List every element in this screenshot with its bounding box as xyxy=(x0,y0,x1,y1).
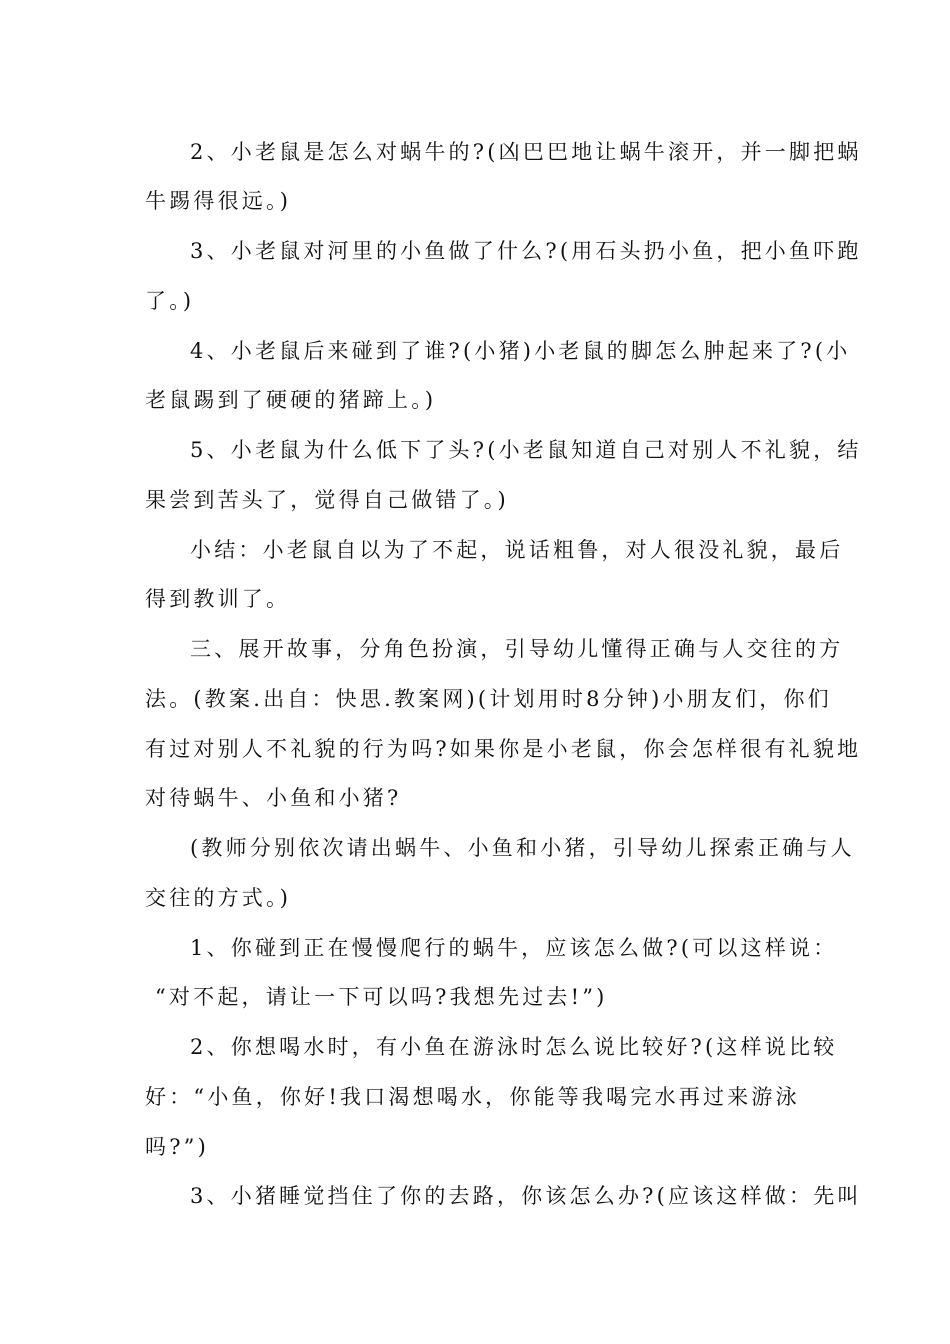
paragraph-line: 交往的方式。) xyxy=(145,886,292,910)
paragraph-line: 2、你想喝水时，有小鱼在游泳时怎么说比较好?(这样说比较 xyxy=(190,1035,838,1059)
paragraph-line: 1、你碰到正在慢慢爬行的蜗牛，应该怎么做?(可以这样说： xyxy=(190,936,838,960)
paragraph-line: 3、小猪睡觉挡住了你的去路，你该怎么办?(应该这样做：先叫 xyxy=(190,1184,862,1208)
paragraph-line: 果尝到苦头了，觉得自己做错了。) xyxy=(145,488,509,512)
paragraph-line: 3、小老鼠对河里的小鱼做了什么?(用石头扔小鱼，把小鱼吓跑 xyxy=(190,239,862,263)
paragraph-line: 好：“小鱼，你好!我口渴想喝水，你能等我喝完水再过来游泳 xyxy=(145,1085,800,1109)
paragraph-line: 2、小老鼠是怎么对蜗牛的?(凶巴巴地让蜗牛滚开，并一脚把蜗 xyxy=(190,140,862,164)
paragraph-line: 有过对别人不礼貌的行为吗?如果你是小老鼠，你会怎样很有礼貌地 xyxy=(145,737,862,761)
paragraph-line: 老鼠踢到了硬硬的猪蹄上。) xyxy=(145,388,437,412)
paragraph-line: 得到教训了。 xyxy=(145,587,291,611)
paragraph-line: 牛踢得很远。) xyxy=(145,189,292,213)
paragraph-line: 4、小老鼠后来碰到了谁?(小猪)小老鼠的脚怎么肿起来了?(小 xyxy=(190,339,851,363)
paragraph-line: 5、小老鼠为什么低下了头?(小老鼠知道自己对别人不礼貌，结 xyxy=(190,438,862,462)
paragraph-line: (教师分别依次请出蜗牛、小鱼和小猪，引导幼儿探索正确与人 xyxy=(190,836,855,860)
paragraph-line: “对不起，请让一下可以吗?我想先过去!”) xyxy=(155,985,608,1009)
paragraph-line: 三、展开故事，分角色扮演，引导幼儿懂得正确与人交往的方 xyxy=(190,637,844,661)
paragraph-line: 小结：小老鼠自以为了不起，说话粗鲁，对人很没礼貌，最后 xyxy=(190,538,844,562)
paragraph-line: 了。) xyxy=(145,289,195,313)
paragraph-line: 对待蜗牛、小鱼和小猪? xyxy=(145,786,402,810)
paragraph-line: 法。(教案.出自：快思.教案网)(计划用时8分钟)小朋友们，你们 xyxy=(145,687,832,711)
paragraph-line: 吗?”) xyxy=(145,1135,209,1159)
